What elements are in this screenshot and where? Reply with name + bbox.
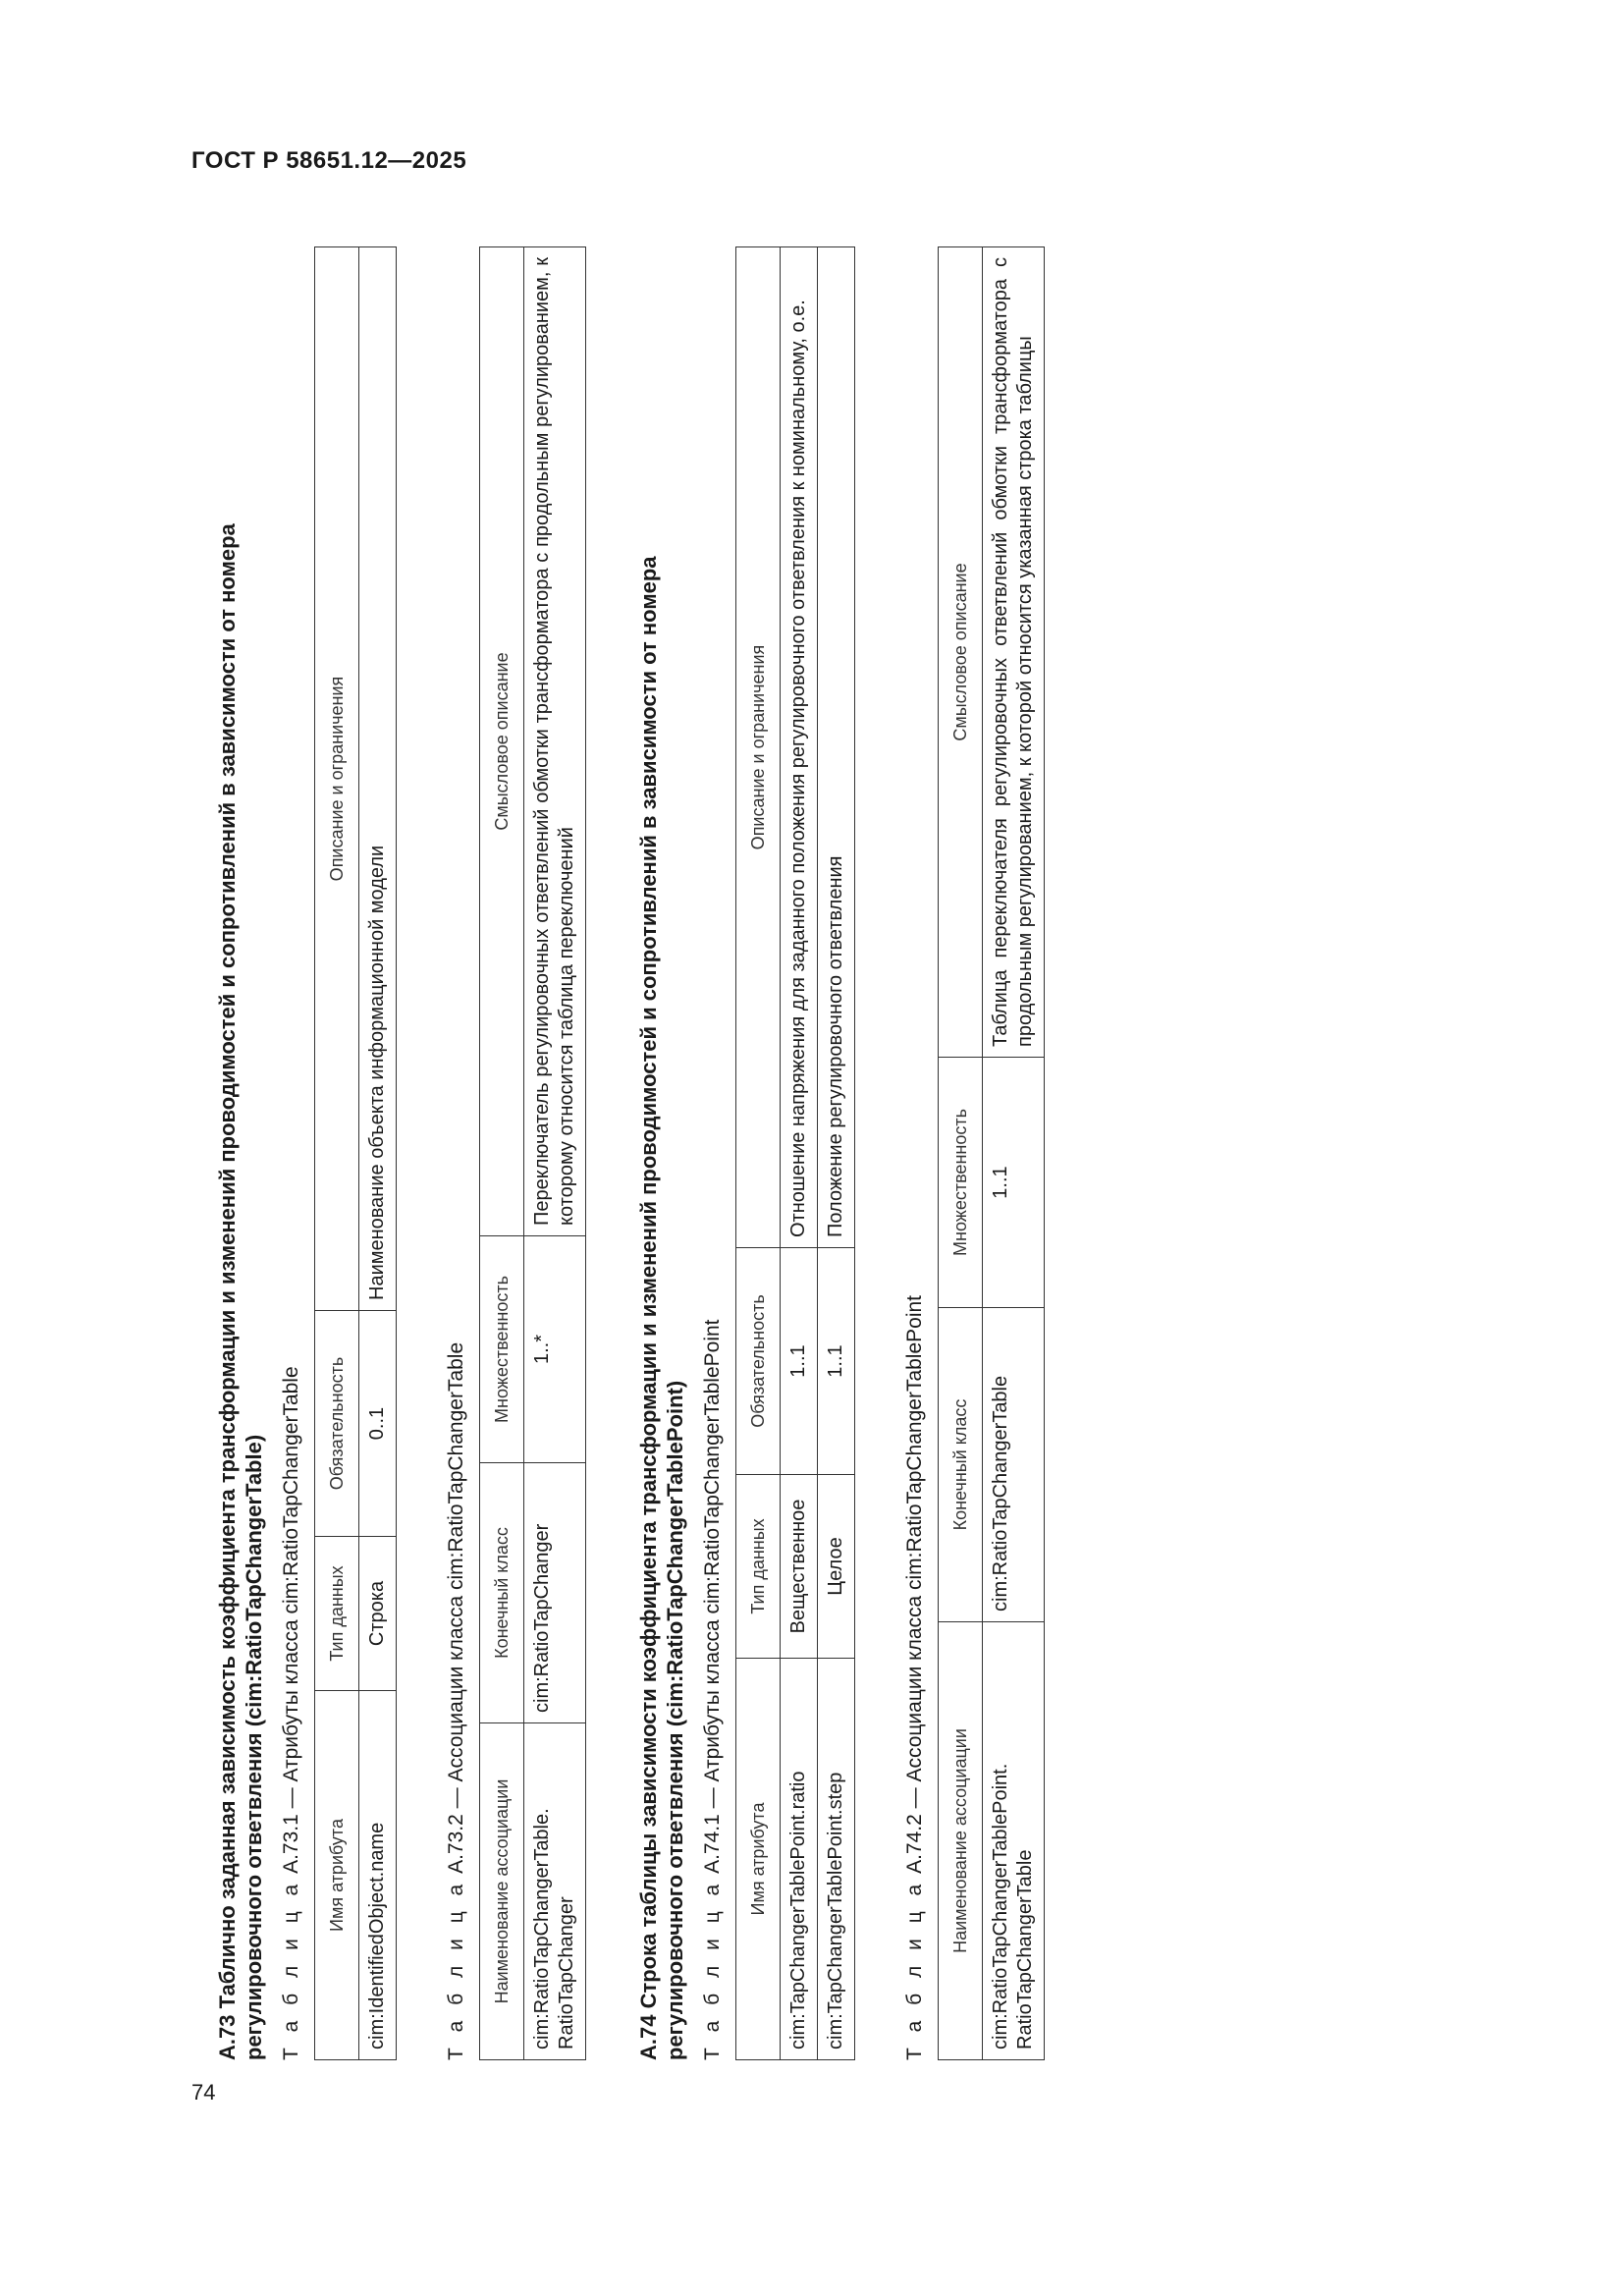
column-header: Описание и ограничения <box>736 247 781 1248</box>
association-name-cell: cim:RatioTapChangerTable. RatioTapChanger <box>524 1723 586 2060</box>
end-class-cell: cim:RatioTapChanger <box>524 1463 586 1723</box>
data-type-cell: Целое <box>818 1475 855 1659</box>
column-header: Смысловое описание <box>939 247 983 1058</box>
table-a74-1 <box>735 246 855 2060</box>
data-type-cell: Строка <box>359 1537 397 1691</box>
description-cell: Положение регулировочного ответвления <box>818 247 855 1248</box>
table-row <box>359 247 397 2060</box>
column-header: Конечный класс <box>480 1463 524 1723</box>
section-a73-title-line1: А.73 Таблично заданная зависимость коэффициента трансформации и изменений проводимостей и сопротивлений в зависимости от номера <box>215 523 240 2060</box>
column-header: Тип данных <box>736 1475 781 1659</box>
page-number: 74 <box>191 2080 216 2105</box>
end-class-cell: cim:RatioTapChangerTable <box>983 1308 1045 1622</box>
table-row <box>818 247 855 2060</box>
table-header-row <box>939 247 983 2060</box>
description-cell: Наименование объекта информационной модели <box>359 247 397 1311</box>
column-header: Обязательность <box>736 1248 781 1475</box>
multiplicity-cell: 1..1 <box>983 1058 1045 1308</box>
table-row <box>781 247 818 2060</box>
attribute-name-cell: cim:IdentifiedObject.name <box>359 1691 397 2060</box>
obligation-cell: 0..1 <box>359 1311 397 1537</box>
column-header: Конечный класс <box>939 1308 983 1622</box>
semantic-description-cell: Таблица переключателя регулировочных ответвлений обмотки трансформатора с продольным регулированием, к которой относится указанная строка таблицы <box>983 247 1045 1058</box>
caption-text: А.74.2 — Ассоциации класса cim:RatioTapChangerTablePoint <box>903 1294 926 1874</box>
table-a74-2-caption <box>902 96 927 2060</box>
table-header-row <box>315 247 359 2060</box>
table-header-row <box>736 247 781 2060</box>
column-header: Смысловое описание <box>480 247 524 1236</box>
table-a73-2-caption <box>444 96 468 2060</box>
association-name-cell: cim:RatioTapChangerTablePoint. RatioTapChangerTable <box>983 1622 1045 2060</box>
caption-prefix: Т а б л и ц а <box>445 1879 467 2060</box>
table-a73-2 <box>479 246 586 2060</box>
table-a73-1 <box>314 246 397 2060</box>
section-a73-title <box>214 96 267 2060</box>
obligation-cell: 1..1 <box>818 1248 855 1475</box>
caption-text: А.73.2 — Ассоциации класса cim:RatioTapChangerTable <box>445 1341 467 1874</box>
column-header: Наименование ассоциации <box>939 1622 983 2060</box>
attribute-name-cell: cim:TapChangerTablePoint.ratio <box>781 1659 818 2060</box>
section-a74-title <box>635 96 688 2060</box>
column-header: Тип данных <box>315 1537 359 1691</box>
section-a74-title-line2: регулировочного ответвления (cim:RatioTapChangerTablePoint) <box>663 1380 687 2060</box>
semantic-description-cell: Переключатель регулировочных ответвлений обмотки трансформатора с продольным регулированием, к которому относится таблица переключений <box>524 247 586 1236</box>
caption-prefix: Т а б л и ц а <box>701 1879 724 2060</box>
description-cell: Отношение напряжения для заданного положения регулировочного ответвления к номинальному, о.е. <box>781 247 818 1248</box>
caption-text: А.73.1 — Атрибуты класса cim:RatioTapChangerTable <box>280 1366 302 1874</box>
table-a74-1-caption <box>700 96 725 2060</box>
multiplicity-cell: 1..* <box>524 1236 586 1463</box>
data-type-cell: Вещественное <box>781 1475 818 1659</box>
column-header: Имя атрибута <box>736 1659 781 2060</box>
attribute-name-cell: cim:TapChangerTablePoint.step <box>818 1659 855 2060</box>
standard-header: ГОСТ Р 58651.12—2025 <box>191 147 467 174</box>
column-header: Обязательность <box>315 1311 359 1537</box>
table-header-row <box>480 247 524 2060</box>
column-header: Множественность <box>480 1236 524 1463</box>
table-a73-1-caption <box>279 96 303 2060</box>
caption-text: А.74.1 — Атрибуты класса cim:RatioTapChangerTablePoint <box>701 1319 724 1874</box>
column-header: Имя атрибута <box>315 1691 359 2060</box>
column-header: Наименование ассоциации <box>480 1723 524 2060</box>
rotated-page-content <box>214 0 1314 2102</box>
section-a73-title-line2: регулировочного ответвления (cim:RatioTapChangerTable) <box>242 1434 266 2060</box>
obligation-cell: 1..1 <box>781 1248 818 1475</box>
section-a74-title-line1: А.74 Строка таблицы зависимости коэффициента трансформации и изменений проводимостей и сопротивлений в зависимости от номера <box>636 556 661 2060</box>
column-header: Множественность <box>939 1058 983 1308</box>
table-row <box>983 247 1045 2060</box>
caption-prefix: Т а б л и ц а <box>280 1879 302 2060</box>
column-header: Описание и ограничения <box>315 247 359 1311</box>
table-row <box>524 247 586 2060</box>
table-a74-2 <box>938 246 1045 2060</box>
caption-prefix: Т а б л и ц а <box>903 1879 926 2060</box>
